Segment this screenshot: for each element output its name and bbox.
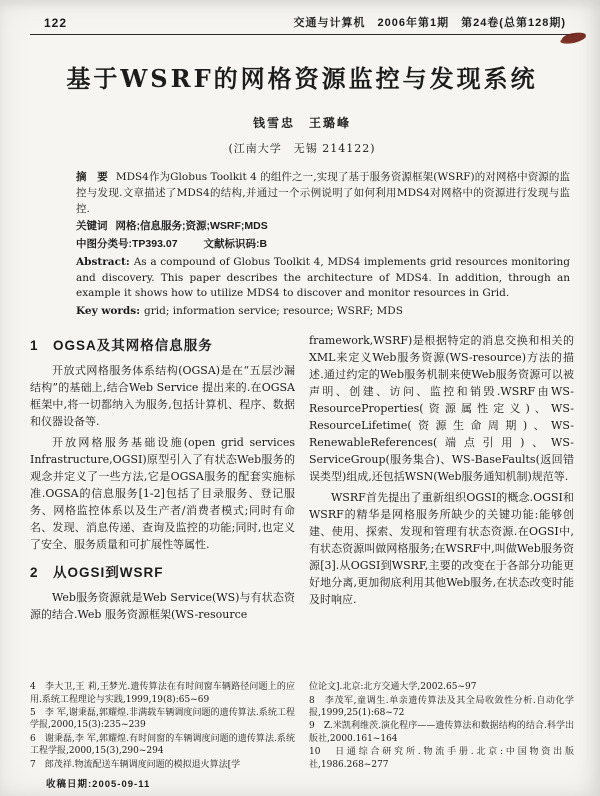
reference-item: 8 李茂军,童调生.单亲遗传算法及其全局收敛性分析.自动化学报,1999,25(1):68~72 (309, 695, 574, 718)
reference-item: 5 李 军,谢秉磊,郭耀煌.非满载车辆调度问题的遗传算法.系统工程学报,2000,15(3):235~239 (30, 707, 295, 731)
reference-item: 6 谢秉磊,李 军,郭耀煌.有时间窗的车辆调度问题的遗传算法.系统工程学报,2000,15(3),290~294 (30, 733, 295, 757)
abstract-en (76, 255, 570, 302)
keywords-en-label: Key words: (76, 305, 141, 317)
clc-line (76, 237, 570, 253)
section-1-paragraph-2: 开放网格服务基础设施(open grid services Infrastructure,OGSI)原型引入了有状态Web服务的观念并定义了一些方法,它是OGSA服务的配套实施标准.OGSA的信息服务[1-2]包括了目录服务、登记服务、网格监控体系以及生产者/消费者模式;同时有命名、发现、消息传递、查询及监控的功能;同时,也定义了安全、服务质量和可扩展性等属性. (30, 435, 295, 552)
abstract-cn-text: MDS4作为Globus Toolkit 4 的组件之一,实现了基于服务资源框架(WSRF)的对网格中资源的监控与发现.文章描述了MDS4的结构,并通过一个示例说明了如何利用MDS4对网格中的资源进行发现与监控. (76, 171, 571, 215)
abstract-cn-label: 摘 要 (76, 171, 108, 183)
article-title: 基于WSRF的网格资源监控与发现系统 (66, 64, 538, 93)
section-2-paragraph-1: Web服务资源就是Web Service(WS)与有状态资源的结合.Web 服务资源框架(WS-resource (30, 591, 295, 622)
left-column (30, 332, 295, 682)
abstract-en-text: As a compound of Globus Toolkit 4, MDS4 implements grid resources monitoring and discovery. This paper describes the architecture of MDS4. In addition, through an example it shows how to utilize MDS4 to discover and monitor resources in Grid. (76, 255, 570, 300)
keywords-cn (76, 219, 570, 235)
references-right-column (309, 681, 574, 772)
abstract-block (76, 170, 570, 320)
section-1-heading: 1 OGSA及其网格信息服务 (30, 337, 213, 353)
page-header (30, 12, 574, 35)
right-column (309, 332, 574, 682)
abstract-en-label: Abstract: (76, 255, 130, 268)
keywords-en-text: grid; information service; resource; WSRF; MDS (144, 305, 403, 317)
section-1-paragraph-1: 开放式网格服务体系结构(OGSA)是在“五层沙漏结构”的基础上,结合Web Service 提出来的.在OGSA框架中,将一切都纳入为服务,包括计算机、程序、数据和仪器设备等. (30, 363, 295, 428)
affiliation-line: (江南大学 无锡 214122) (228, 142, 376, 155)
document-code: 文献标识码:B (203, 238, 268, 250)
section-2-paragraph-2: framework,WSRF)是根据特定的消息交换和相关的XML来定义Web服务资源(WS-resource)方法的描述.通过约定的Web服务机制来使Web服务资源可以被声明、创建、访问、监控和销毁.WSRF由WS-ResourceProperties(资源属性定义)、WS-ResourceLifetime(资源生命周期)、WS-RenewableReferences(端点引用)、WS-ServiceGroup(服务集合)、WS-BaseFaults(返回错误类型)组成,还包括WSN(Web服务通知机制)规范等. (309, 333, 574, 484)
reference-item-continuation: 位论文].北京:北方交通大学,2002.65~97 (309, 682, 477, 693)
clc-number: 中图分类号:TP393.07 (76, 238, 178, 250)
reference-item: 10 日通综合研究所.物流手册.北京:中国物资出版社,1986.268~277 (309, 747, 574, 770)
reference-item: 4 李大卫,王 莉,王梦光.遗传算法在有时间窗车辆路径问题上的应用.系统工程理论与实践,1999,19(8):65~69 (30, 682, 295, 705)
received-date: 收稿日期:2005-09-11 (46, 779, 151, 790)
section-2-paragraph-3: WSRF首先提出了重新组织OGSI的概念.OGSI和WSRF的精华是网格服务所缺少的关键功能:能够创建、使用、探索、发现和管理有状态资源.在OGSI中,有状态资源叫做网格服务;在WSRF中,叫做Web服务资源[3].从OGSI到WSRF,主要的改变在于各部分功能更好地分离,更加彻底利用其他Web服务,在状态改变时能及时响应. (309, 491, 574, 607)
references-left-column (30, 681, 295, 772)
journal-header-info: 交通与计算机 2006年第1期 第24卷(总第128期) (293, 17, 566, 29)
abstract-cn (76, 170, 570, 217)
keywords-cn-text: 网格;信息服务;资源;WSRF;MDS (115, 220, 268, 233)
body-columns (30, 332, 574, 682)
references-block (30, 681, 574, 772)
section-2-heading: 2 从OGSI到WSRF (30, 565, 164, 581)
reference-item: 7 郎茂祥.物流配送车辆调度问题的模拟退火算法[学 (30, 759, 241, 770)
reference-item: 9 Z.米凯利维茨.演化程序——遗传算法和数据结构的结合.科学出版社,2000.161~164 (309, 721, 574, 744)
keywords-en (76, 304, 570, 320)
keywords-cn-label: 关键词 (76, 220, 108, 233)
authors-line: 钱雪忠 王璐峰 (252, 116, 351, 130)
page-number: 122 (44, 16, 68, 30)
